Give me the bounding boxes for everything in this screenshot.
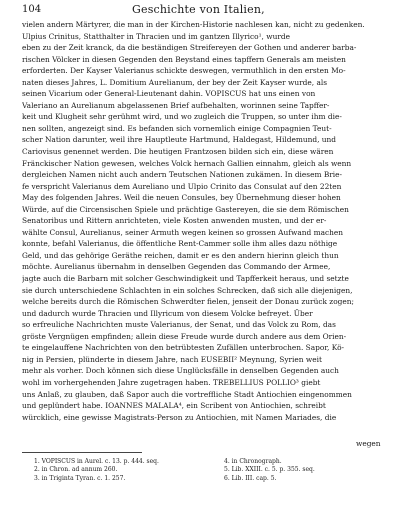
- text-line: Würde, auf die Circensischen Spiele und prächtige Gastereyen, die sie dem Römischen: [22, 204, 349, 214]
- footnote-4: 4. in Chronograph.: [224, 458, 282, 465]
- text-line: gröste Vergnügen empfinden; allein diese Freude wurde durch andere aus dem Orien-: [22, 331, 347, 341]
- text-line: rischen Völcker in diesen Gegenden den Beystand eines tapffern Generals am meisten: [22, 54, 346, 64]
- text-line: nig in Persien, plünderte in diesem Jahre, nach EUSEBII² Meynung, Syrien weit: [22, 354, 322, 364]
- text-line: sie durch unterschiedene Schlachten in ein solches Schrecken, daß sich alle diejenigen,: [22, 285, 353, 295]
- footnote-rule: [22, 452, 142, 453]
- text-line: welche bereits durch die Römischen Schwerdter fielen, jenseit der Donau zurück zogen;: [22, 297, 354, 307]
- text-line: naten dieses Jahres, L. Domitium Aurelianum, der bey der Zeit Kayser wurde, als: [22, 77, 328, 87]
- text-line: vielen andern Märtyrer, die man in der Kirchen-Historie nachlesen kan, nicht zu gedenken.: [22, 20, 365, 29]
- text-line: möchte. Aurelianus übernahm in denselben Gegenden das Commando der Armee,: [22, 262, 331, 272]
- text-line: Cariovisus genennet werden. Die heutigen Frantzosen bilden sich ein, diese wären: [22, 147, 334, 157]
- footnote-5: 5. Lib. XXIII. c. 5. p. 355. seq.: [224, 466, 315, 474]
- text-line: und geplündert habe. IOANNES MALALA⁴, ein Scribent von Antiochien, schreibt: [22, 401, 326, 411]
- text-line: Senatoribus und Rittern anrichteten, viele Kosten anwenden musten, und der er-: [22, 216, 327, 226]
- text-line: Geld, und das gehörige Geräthe reichen, damit er es den andern hierinn gleich thun: [22, 250, 339, 260]
- text-line: scher Nation darunter, weil ihre Hauptleute Hartmund, Haldegast, Hildemund, und: [22, 135, 337, 145]
- text-line: fe verspricht Valerianus dem Aureliano und Ulpio Crinito das Consulat auf den 22ten: [22, 181, 342, 191]
- text-line: mehr als vorher. Doch können sich diese Unglücksfälle in denselben Gegenden auch: [22, 366, 339, 376]
- text-line: Valeriano an Aurelianum abgelassenen Brief aufbehalten, worinnen seine Tapffer-: [22, 100, 330, 110]
- text-line: May des folgenden Jahres. Weil die neuen Consules, bey Übernehmung dieser hohen: [22, 193, 341, 203]
- text-line: erforderten. Der Kayser Valerianus schickte deswegen, vermuthlich in den ersten Mo-: [22, 66, 346, 76]
- footnote-3: 3. in Triginta Tyran. c. 1. 257.: [34, 474, 126, 482]
- text-line: eben zu der Zeit kranck, da die beständigen Streifereyen der Gothen und anderer barba-: [22, 43, 357, 53]
- page-header: [22, 4, 386, 18]
- footnote-2: 2. in Chron. ad annum 260.: [34, 466, 118, 474]
- text-line: Fränckischer Nation gewesen, welches Volck hernach Gallien einnahm, gleich als wenn: [22, 158, 352, 168]
- text-line: seinen Vicarium oder General-Lieutenant dahin. VOPISCUS hat uns einen von: [22, 89, 316, 99]
- text-line: würcklich, eine gewisse Magistrats-Person zu Antiochien, mit Namen Mariades, die: [22, 412, 337, 422]
- text-line: Ulpius Crinitus, Statthalter in Thracien und im gantzen Illyrico¹, wurde: [22, 31, 290, 41]
- text-line: keit und Klugheit sehr gerühmt wird, und wo zugleich die Truppen, so unter ihm die-: [22, 112, 342, 122]
- text-line: wählte Consul, Aurelianus, seiner Armuth wegen keinen so grossen Aufwand machen: [22, 227, 344, 237]
- text-line: und dadurch wurde Thracien und Illyricum von diesem Volcke befreyet. Über: [22, 308, 313, 318]
- text-line: konnte, befahl Valerianus, die öffentliche Rent-Cammer solle ihm alles dazu nöthige: [22, 239, 338, 249]
- text-line: so erfreuliche Nachrichten muste Valerianus, der Senat, und das Volck zu Rom, das: [22, 320, 336, 330]
- catchword: wegen: [356, 439, 381, 448]
- page-number: 104: [22, 4, 42, 15]
- text-line: wohl im vorhergehenden Jahre zugetragen haben. TREBELLIUS POLLIO³ giebt: [22, 377, 321, 387]
- text-line: nen sollten, angezeigt sind. Es befanden sich vornemlich einige Compagnien Teut-: [22, 123, 332, 133]
- text-line: te eingelauffene Nachrichten von den betrübtesten Zufällen unterbrochen. Sapor, Kö-: [22, 343, 345, 353]
- footnote-1: 1. VOPISCUS in Aurel. c. 13. p. 444. seq.: [34, 458, 159, 465]
- text-line: dergleichen Namen nicht auch andern Teutschen Nationen zukämen. In diesem Brie-: [22, 170, 343, 180]
- main-text: [22, 19, 388, 423]
- footnote-6: 6. Lib. III. cap. 5.: [224, 474, 277, 482]
- text-line: jagte auch die Barbarn mit solcher Geschwindigkeit und Tapfferkeit heraus, und setzte: [22, 274, 349, 284]
- running-title: Geschichte von Italien,: [132, 3, 265, 16]
- text-line: uns Anlaß, zu glauben, daß Sapor auch die vortreffliche Stadt Antiochien eingenommen: [22, 389, 352, 399]
